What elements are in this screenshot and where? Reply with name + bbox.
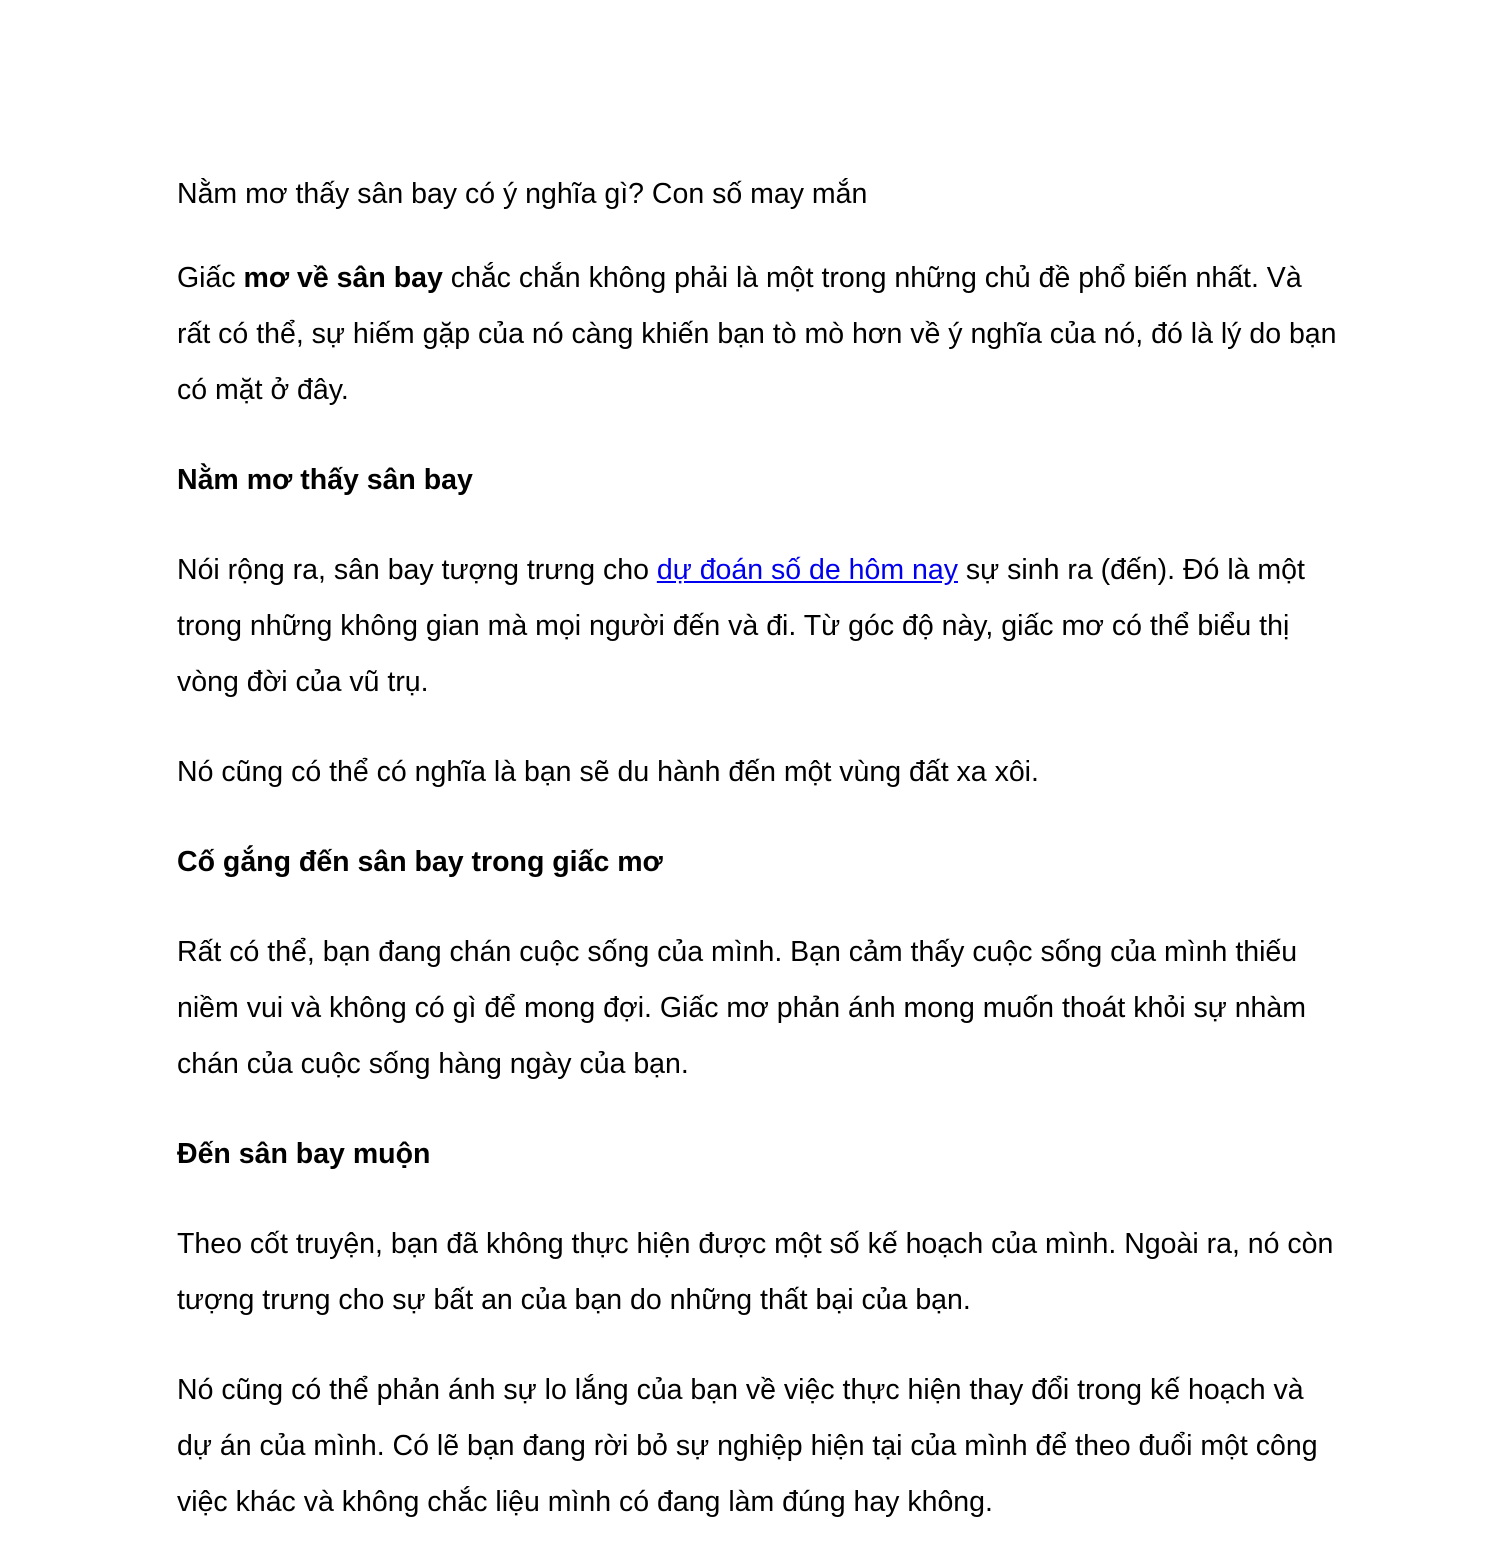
document-page — [177, 172, 1337, 1564]
intro-text-before: Giấc — [177, 262, 244, 294]
intro-bold-text: mơ về sân bay — [243, 262, 443, 294]
section-heading-airport-dream: Nằm mơ thấy sân bay — [177, 464, 473, 496]
intro-text-after: chắc chắn không phải là một trong những chủ đề phổ biến nhất. Và rất có thể, sự hiếm gặp của nó càng khiến bạn tò mò hơn về ý nghĩa của nó, đó là lý do bạn có mặt ở đây. — [177, 262, 1337, 406]
section-heading-late-arrival: Đến sân bay muộn — [177, 1138, 431, 1170]
document-title: Nằm mơ thấy sân bay có ý nghĩa gì? Con số may mắn — [177, 178, 868, 210]
section1-p1-before: Nói rộng ra, sân bay tượng trưng cho — [177, 554, 657, 586]
section1-paragraph-2: Nó cũng có thể có nghĩa là bạn sẽ du hành đến một vùng đất xa xôi. — [177, 756, 1039, 788]
section1-p1-after: sự sinh ra (đến). Đó là một trong những không gian mà mọi người đến và đi. Từ góc độ này, giấc mơ có thể biểu thị vòng đời của vũ trụ. — [177, 554, 1305, 698]
intro-paragraph — [177, 250, 1337, 418]
prediction-link[interactable]: dự đoán số de hôm nay — [656, 554, 958, 586]
section3-paragraph-2: Nó cũng có thể phản ánh sự lo lắng của bạn về việc thực hiện thay đổi trong kế hoạch và dự án của mình. Có lẽ bạn đang rời bỏ sự nghiệp hiện tại của mình để theo đuổi một công việc khác và không chắc liệu mình có đang làm đúng hay không. — [177, 1374, 1318, 1518]
section3-paragraph-1: Theo cốt truyện, bạn đã không thực hiện được một số kế hoạch của mình. Ngoài ra, nó còn tượng trưng cho sự bất an của bạn do những thất bại của bạn. — [177, 1228, 1334, 1316]
section1-paragraph-1 — [177, 542, 1337, 710]
section-heading-trying-to-reach: Cố gắng đến sân bay trong giấc mơ — [177, 846, 663, 878]
section2-paragraph-1: Rất có thể, bạn đang chán cuộc sống của mình. Bạn cảm thấy cuộc sống của mình thiếu niềm vui và không có gì để mong đợi. Giấc mơ phản ánh mong muốn thoát khỏi sự nhàm chán của cuộc sống hàng ngày của bạn. — [177, 936, 1306, 1080]
